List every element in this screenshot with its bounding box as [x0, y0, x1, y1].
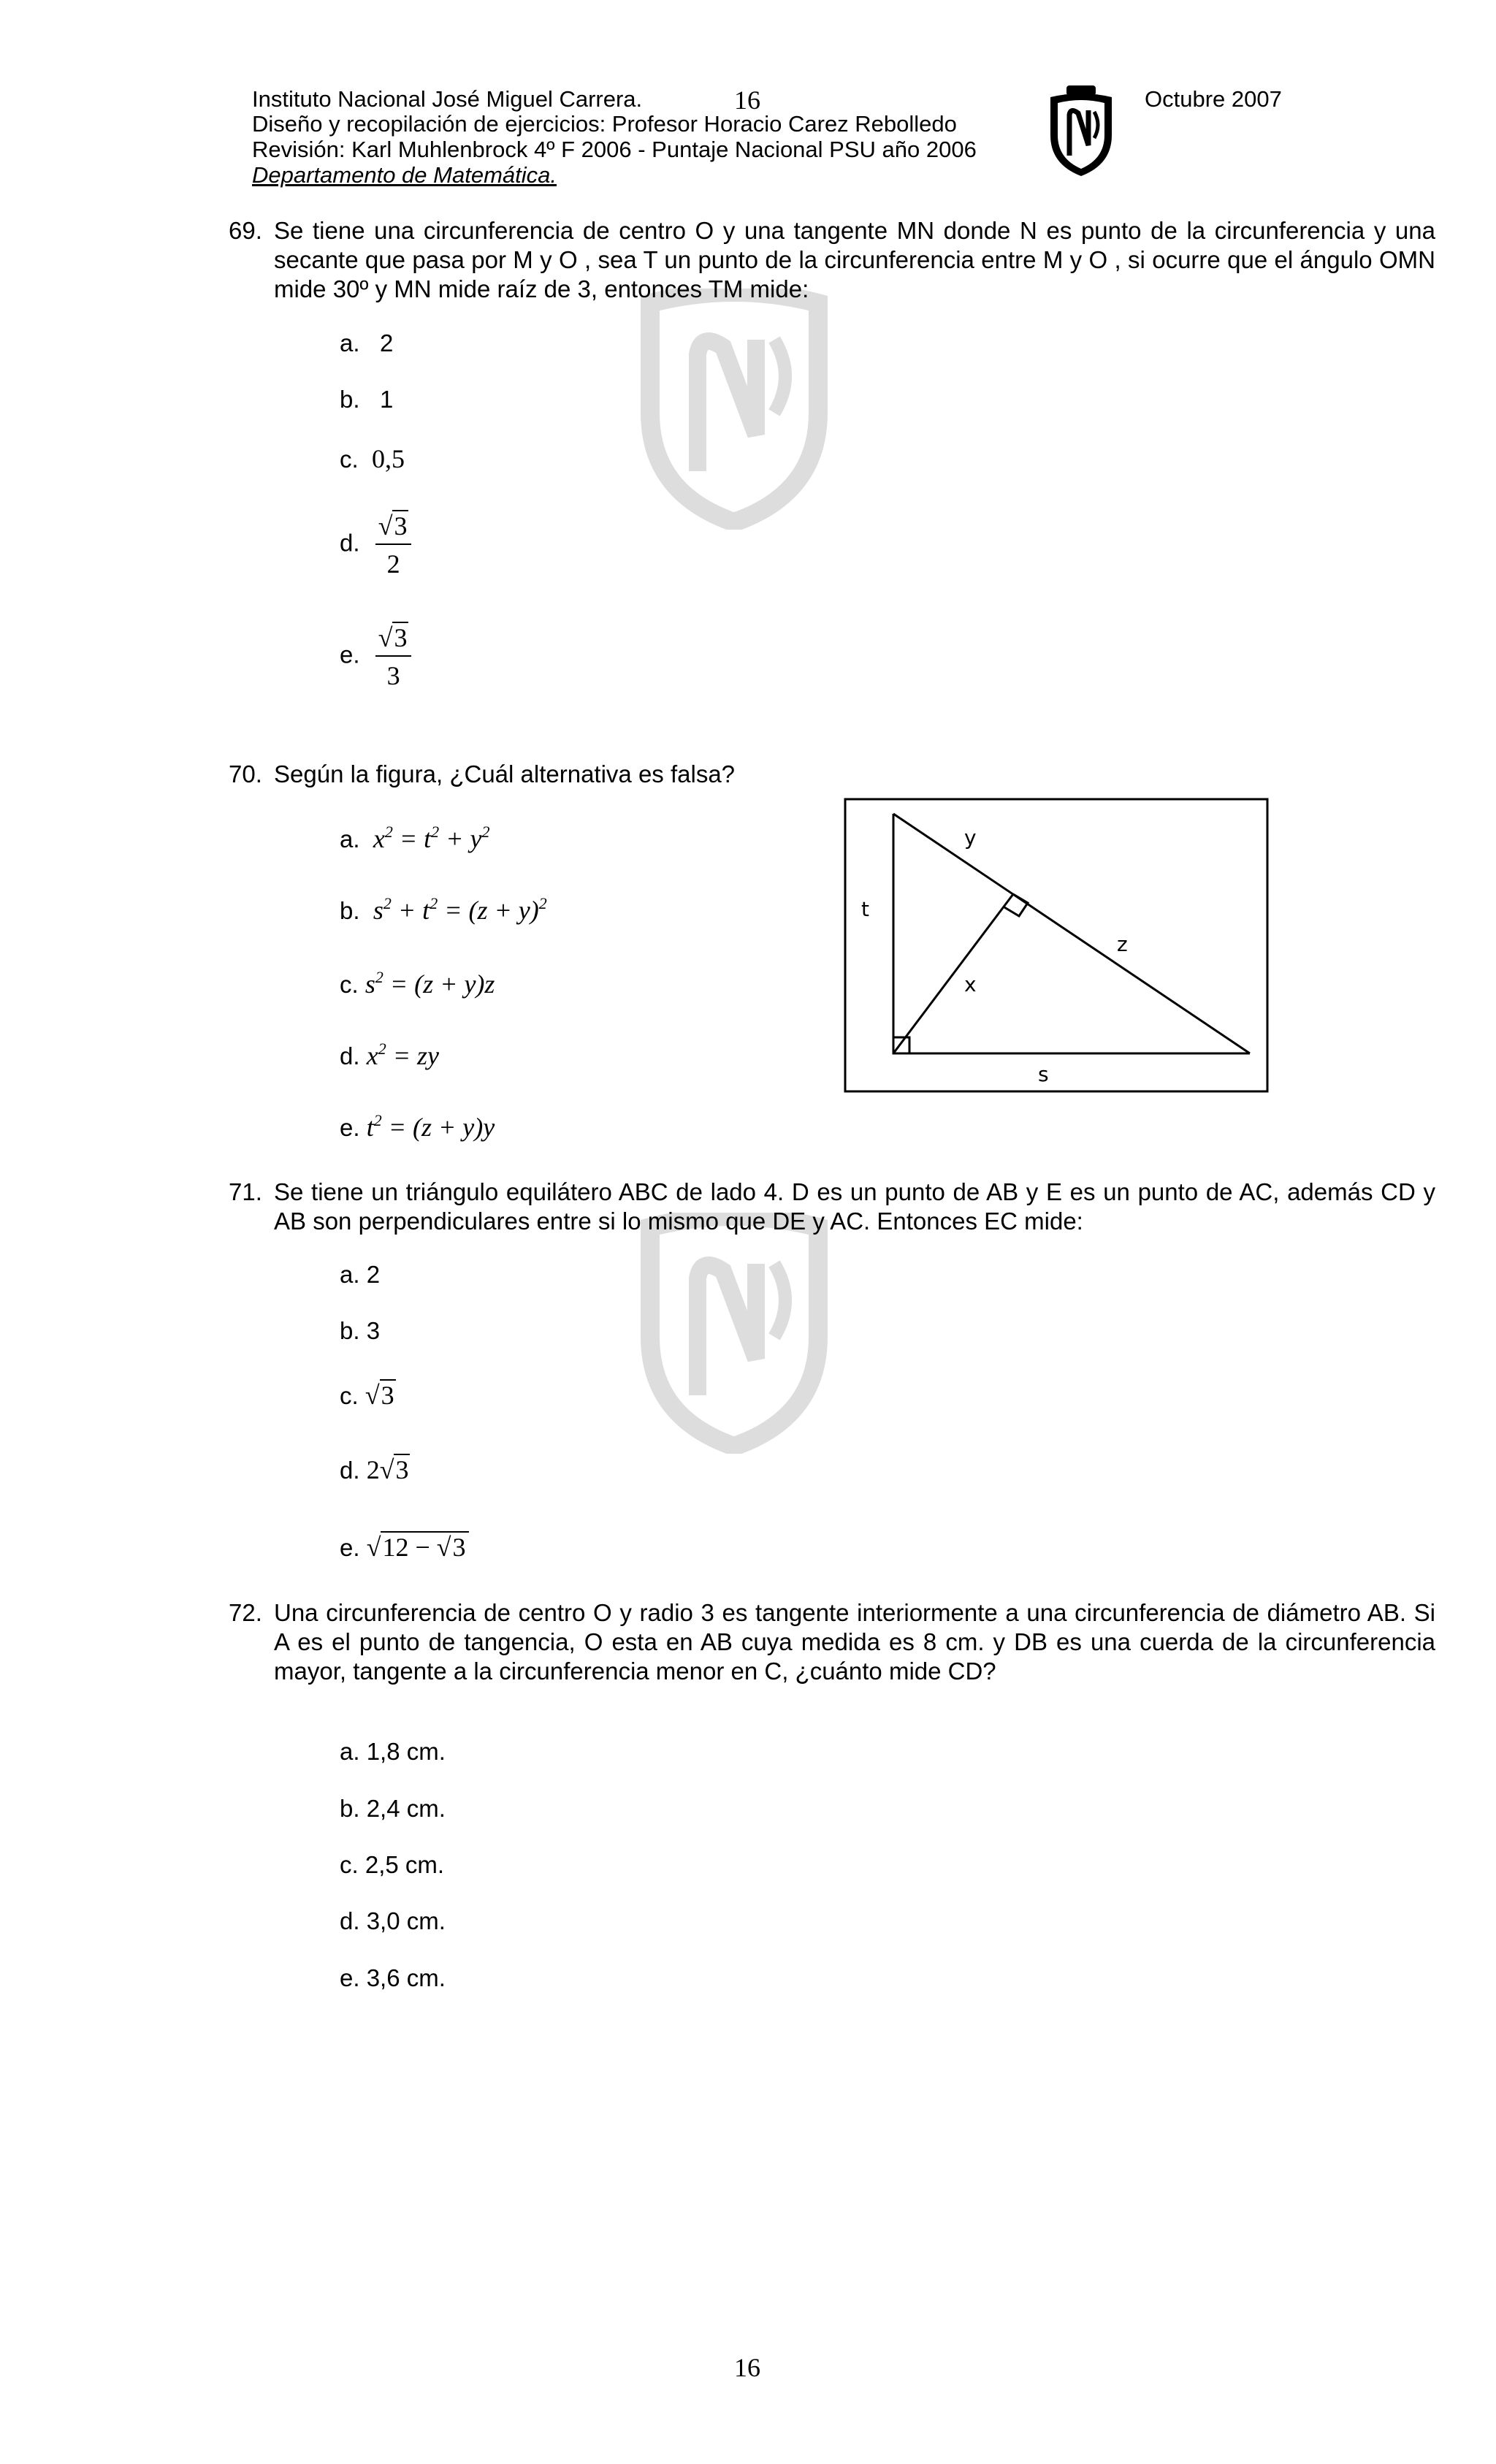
q70-text: Según la figura, ¿Cuál alternativa es falsa?: [274, 760, 736, 787]
q72-option-b: b. 2,4 cm.: [340, 1795, 446, 1822]
q72-option-a: a. 1,8 cm.: [340, 1738, 446, 1765]
header-page-number: 16: [734, 85, 760, 115]
q70-option-e: e. $t^2 = (z + y)y$: [340, 1111, 495, 1142]
q69-option-c: c. 0,5: [340, 444, 405, 473]
q69-option-b: b. 1: [340, 386, 394, 413]
q72-option-c: c. 2,5 cm.: [340, 1851, 445, 1878]
q70-option-d: d. $x^2$ = zy: [340, 1040, 439, 1070]
q71-option-d: d. 2√3: [340, 1455, 409, 1484]
q69-number: 69.: [229, 217, 262, 244]
figure-label-z: z: [1117, 932, 1128, 956]
q69-option-a: a. 2: [340, 329, 394, 356]
watermark-crest-top: [628, 289, 840, 530]
school-crest-logo: [1045, 84, 1118, 179]
q69-option-d: d. $\frac{√3}{2}$: [340, 511, 411, 579]
figure-label-t: t: [861, 897, 869, 921]
q72-text: Una circunferencia de centro O y radio 3 es tangente interiormente a una circunferencia de diámetro AB. Si A es el punto de tangencia, O esta en AB cuya medida es 8 cm. y DB es una cuerda de la circunferencia mayor, tangente a la circunferencia menor en C, ¿cuánto mide CD?: [274, 1599, 1435, 1685]
q70-option-b: b. $s^2 + t^2 = (z + y)^2$: [340, 894, 547, 925]
header-design-line: Diseño y recopilación de ejercicios: Profesor Horacio Carez Rebolledo: [252, 111, 957, 137]
q71-number: 71.: [229, 1178, 262, 1205]
q71-option-b: b. 3: [340, 1317, 381, 1344]
q72-option-e: e. 3,6 cm.: [340, 1964, 446, 1991]
q72-option-d: d. 3,0 cm.: [340, 1907, 446, 1934]
watermark-crest-bottom: [628, 1213, 840, 1454]
footer-page-number: 16: [734, 2353, 760, 2382]
q70-figure: [844, 798, 1269, 1093]
q71-text: Se tiene un triángulo equilátero ABC de lado 4. D es un punto de AB y E es un punto de AC, además CD y AB son perpendiculares entre si lo mismo que DE y AC. Entonces EC mide:: [274, 1178, 1435, 1235]
figure-label-y: y: [964, 825, 977, 850]
header-department: Departamento de Matemática.: [252, 162, 557, 188]
q72-number: 72.: [229, 1599, 262, 1626]
header-revision-line: Revisión: Karl Muhlenbrock 4º F 2006 - Puntaje Nacional PSU año 2006: [252, 137, 977, 162]
q70-option-a: a. $x^2 = t^2 + y^2$: [340, 823, 490, 853]
header-date: Octubre 2007: [1145, 86, 1282, 112]
q70-option-c: c. $s^2 = (z + y)z$: [340, 968, 495, 999]
q71-option-c: c. √3: [340, 1381, 394, 1410]
q70-number: 70.: [229, 760, 262, 787]
q69-text: Se tiene una circunferencia de centro O y una tangente MN donde N es punto de la circunferencia y una secante que pasa por M y O , sea T un punto de la circunferencia entre M y O , si ocurre que el ángulo OMN mide 30º y MN mide raíz de 3, entonces TM mide:: [274, 217, 1435, 302]
q69-option-e: e. $\frac{√3}{3}$: [340, 623, 411, 690]
q71-option-e: e. √12 − √3: [340, 1533, 469, 1563]
q71-option-a: a. 2: [340, 1261, 381, 1288]
figure-label-s: s: [1038, 1062, 1049, 1086]
header-institute: Instituto Nacional José Miguel Carrera.: [252, 86, 643, 112]
figure-label-x: x: [964, 972, 977, 996]
